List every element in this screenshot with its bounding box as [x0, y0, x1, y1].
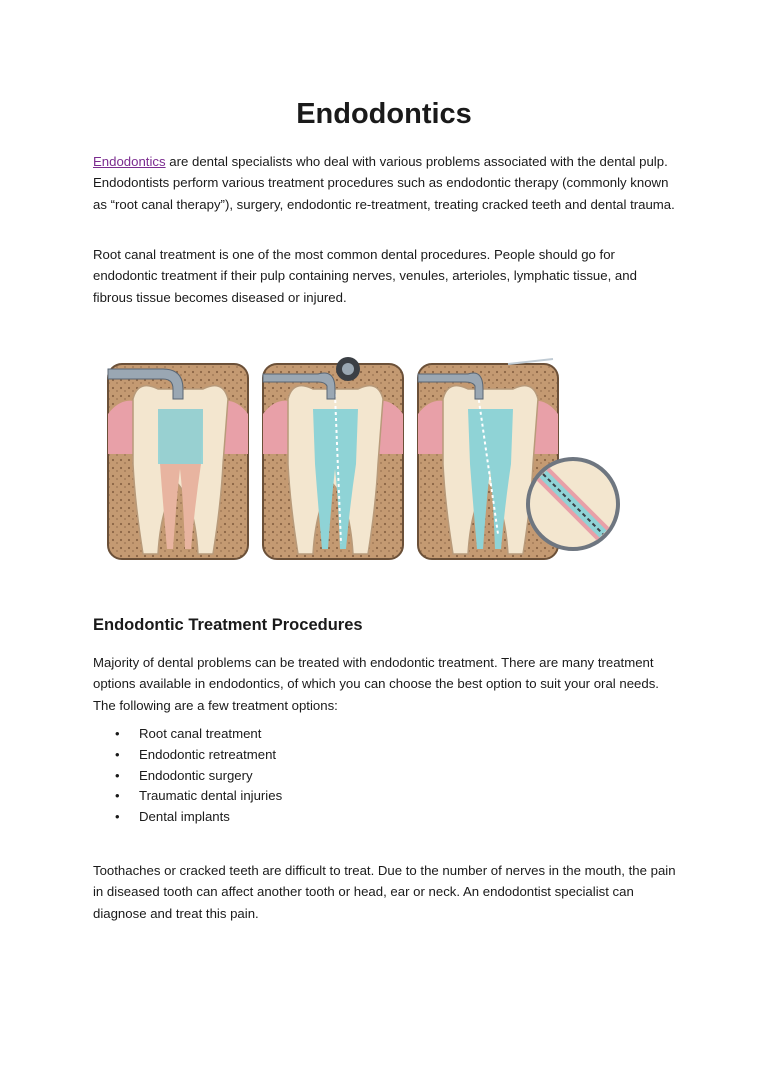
- list-item-text: Traumatic dental injuries: [139, 788, 283, 804]
- list-item: [93, 807, 282, 828]
- list-item: [93, 766, 282, 787]
- panel-irrigation: [108, 364, 248, 559]
- section-heading: Endodontic Treatment Procedures: [93, 616, 363, 634]
- list-item-text: Dental implants: [139, 809, 230, 825]
- magnified-inset: [528, 459, 618, 549]
- root-canal-paragraph: Root canal treatment is one of the most common dental procedures. People should go for endodontic treatment if their pulp containing nerves, venules, arterioles, lymphatic tissue, and fibrous tissue becomes diseased or injured.: [93, 247, 637, 305]
- treatment-intro-paragraph: Majority of dental problems can be treated with endodontic treatment. There are many treatment options available in endodontics, of which you can choose the best option to suit your oral needs. The following are a few treatment options:: [93, 655, 659, 713]
- root-canal-illustration: [103, 354, 623, 574]
- list-item: [93, 786, 282, 807]
- intro-paragraph: [93, 151, 678, 215]
- list-item-text: Endodontic surgery: [139, 767, 253, 783]
- treatment-options-list: [93, 724, 282, 828]
- toothache-paragraph: Toothaches or cracked teeth are difficult to treat. Due to the number of nerves in the mouth, the pain in diseased tooth can affect another tooth or head, ear or neck. An endodontist specialist can diagnose and treat this pain.: [93, 863, 676, 921]
- bullet-icon: •: [115, 788, 120, 804]
- endodontics-link[interactable]: Endodontics: [93, 154, 166, 169]
- bullet-icon: •: [115, 726, 120, 741]
- list-item-text: Endodontic retreatment: [139, 746, 277, 762]
- page-title: Endodontics: [296, 98, 472, 130]
- list-item: [93, 724, 282, 745]
- list-item-text: Root canal treatment: [139, 726, 262, 741]
- panel-filing: [263, 357, 403, 559]
- bullet-icon: •: [115, 809, 120, 825]
- bullet-icon: •: [115, 767, 120, 783]
- list-item: [93, 745, 282, 766]
- bullet-icon: •: [115, 746, 120, 762]
- intro-text: are dental specialists who deal with various problems associated with the dental pulp. Endodontists perform various treatment procedures such as endodontic therapy (commonly known as “root canal therapy”), surgery, endodontic re-treatment, treating cracked teeth and dental trauma.: [93, 154, 675, 212]
